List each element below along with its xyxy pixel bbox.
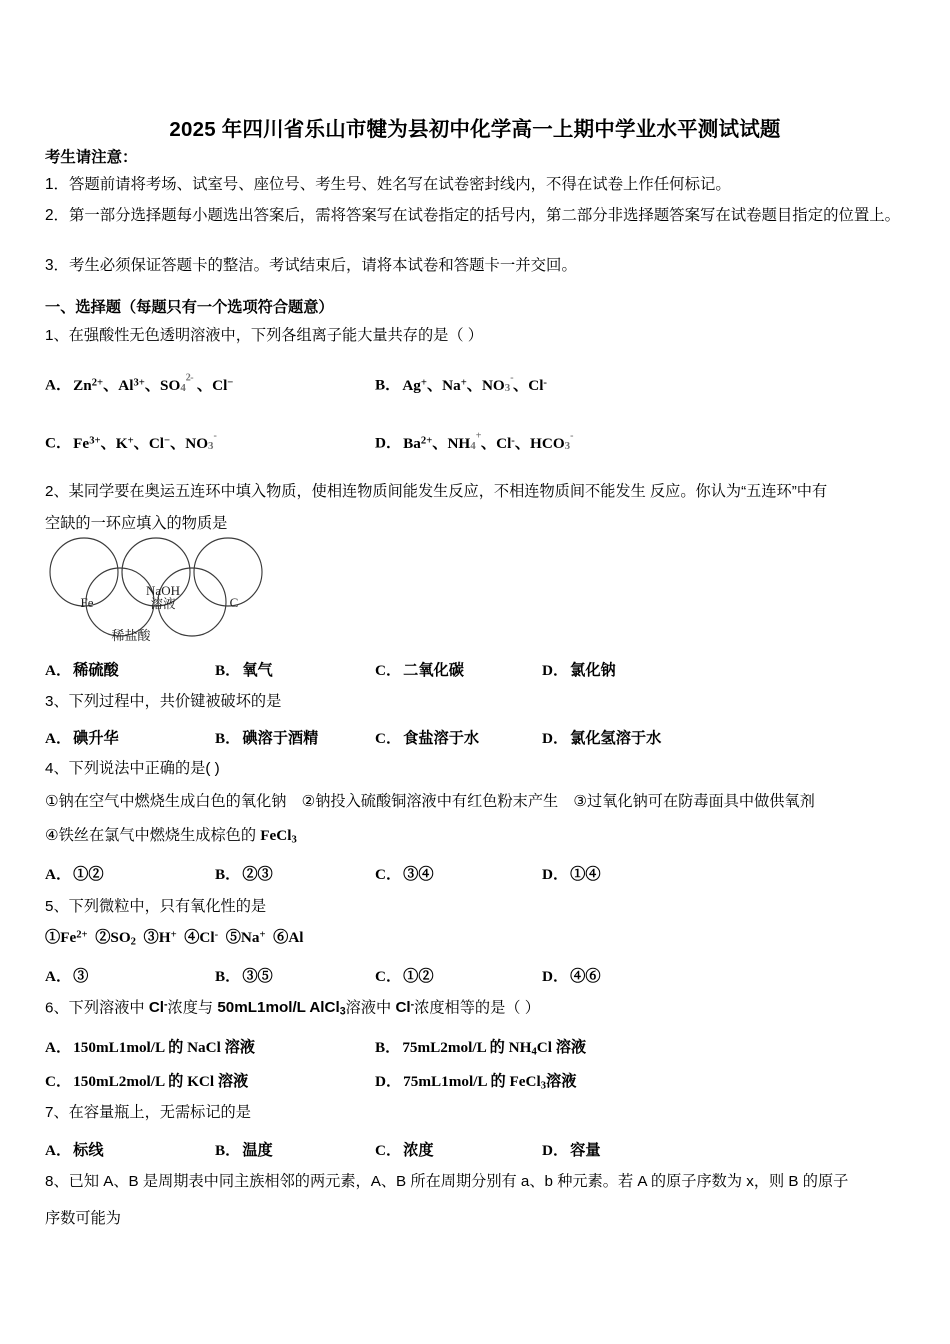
option-7d[interactable]: D． 容量 (542, 1142, 601, 1159)
option-6b[interactable]: B． 75mL2mol/L 的 $NH_4Cl$ 溶液 (375, 1039, 587, 1058)
option-3b[interactable]: B． 碘溶于酒精 (215, 730, 319, 747)
question-5-stem: 5、下列微粒中，只有氧化性的是 (45, 898, 267, 915)
question-1-text: 在强酸性无色透明溶液中，下列各组离子能大量共存的是（ ） (68, 327, 483, 344)
option-4c[interactable]: C． ③④ (375, 866, 434, 883)
option-6a[interactable]: A． 150mL1mol/L 的 NaCl 溶液 (45, 1039, 255, 1056)
question-3-options-row (45, 727, 925, 749)
option-5d[interactable]: D． ④⑥ (542, 968, 601, 985)
notice-item-2: 2．第一部分选择题每小题选出答案后，需将答案写在试卷指定的括号内，第二部分非选择题答案写在试卷题目指定的位置上。 (45, 207, 901, 224)
question-1-number: 1、 (45, 327, 69, 344)
ring-label-naoh: NaOH 溶液 (146, 583, 180, 612)
option-1a[interactable]: A． $Zn^{2+}$、$Al^{3+}$、$SO4^{2-}$ 、Cl− (45, 372, 234, 394)
question-4-statements-line-2: ④铁丝在氯气中燃烧生成棕色的 FeCl$_3$ (45, 827, 297, 846)
question-2-stem-line-1: 2、某同学要在奥运五连环中填入物质，使相连物质间能发生反应，不相连物质间不能发生 反应。你认为“五连环”中有 (45, 483, 828, 500)
option-7c[interactable]: C． 浓度 (375, 1142, 434, 1159)
question-7-number: 7、 (45, 1104, 69, 1121)
question-4-stem: 4、下列说法中正确的是( ) (45, 760, 220, 777)
ring-label-fe: Fe (80, 595, 94, 610)
option-5c[interactable]: C． ①② (375, 968, 434, 985)
option-7a[interactable]: A． 标线 (45, 1142, 104, 1159)
notice-item-1: 1．答题前请将考场、试室号、座位号、考生号、姓名写在试卷密封线内，不得在试卷上作任何标记。 (45, 176, 731, 193)
option-6c[interactable]: C． 150mL2mol/L 的 KCl 溶液 (45, 1073, 249, 1090)
question-6-stem: 6、下列溶液中 Cl-浓度与 50mL1mol/L AlCl$_3$溶液中 Cl-浓度相等的是（ ） (45, 999, 540, 1018)
option-3a[interactable]: A． 碘升华 (45, 730, 119, 747)
question-8-stem-line-2: 序数可能为 (45, 1210, 121, 1227)
option-2b[interactable]: B． 氧气 (215, 662, 273, 679)
option-2c[interactable]: C． 二氧化碳 (375, 662, 464, 679)
question-4-number: 4、 (45, 760, 69, 777)
option-2d[interactable]: D． 氯化钠 (542, 662, 616, 679)
question-1-options-row-2 (45, 430, 925, 452)
question-2-stem-line-2: 空缺的一环应填入的物质是 (45, 515, 228, 532)
question-2-number: 2、 (45, 483, 69, 500)
ring-label-c: C (229, 595, 239, 610)
notice-heading: 考生请注意： (45, 149, 138, 166)
question-3-stem: 3、下列过程中，共价键被破坏的是 (45, 693, 282, 710)
question-6-number: 6、 (45, 999, 69, 1017)
question-1-options-row-1 (45, 372, 925, 394)
option-4b[interactable]: B． ②③ (215, 866, 273, 883)
option-1b[interactable]: B． Ag+、Na+、NO3-、Cl- (375, 372, 547, 394)
question-4-options-row (45, 863, 925, 885)
question-8-number: 8、 (45, 1173, 69, 1190)
option-1c[interactable]: C． $Fe^{3+}$、K+、Cl−、NO3- (45, 430, 217, 452)
question-3-number: 3、 (45, 693, 69, 710)
question-1-stem (45, 328, 483, 343)
question-2-options-row (45, 659, 925, 681)
question-7-options-row (45, 1139, 925, 1161)
option-1d[interactable]: D． $Ba^{2+}$、NH4+、Cl-、HCO3- (375, 430, 573, 452)
question-7-stem: 7、在容量瓶上，无需标记的是 (45, 1104, 251, 1121)
question-6-options-row-1 (45, 1036, 925, 1058)
option-3d[interactable]: D． 氯化氢溶于水 (542, 730, 662, 747)
notice-item-3: 3．考生必须保证答题卡的整洁。考试结束后，请将本试卷和答题卡一并交回。 (45, 257, 577, 274)
page-title: 2025 年四川省乐山市犍为县初中化学高一上期中学业水平测试试题 (169, 118, 781, 141)
question-5-particles: $①Fe^{2+}$ $②SO_2$ ③H+ ④Cl- ⑤Na+ ⑥Al (45, 929, 304, 948)
option-3c[interactable]: C． 食盐溶于水 (375, 730, 480, 747)
option-4d[interactable]: D． ①④ (542, 866, 601, 883)
question-5-options-row (45, 965, 925, 987)
question-5-number: 5、 (45, 898, 69, 915)
ring-label-dilute-hcl: 稀盐酸 (111, 628, 151, 643)
option-6d[interactable]: D． 75mL1mol/L 的 FeCl$_3$溶液 (375, 1073, 577, 1092)
option-7b[interactable]: B． 温度 (215, 1142, 273, 1159)
question-8-stem-line-1: 8、已知 A、B 是周期表中同主族相邻的两元素，A、B 所在周期分别有 a、b 种元素。若 A 的原子序数为 x，则 B 的原子 (45, 1173, 849, 1190)
option-2a[interactable]: A． 稀硫酸 (45, 662, 119, 679)
question-4-statements-line-1: ①钠在空气中燃烧生成白色的氧化钠 ②钠投入硫酸铜溶液中有红色粉末产生 ③过氧化钠可在防毒面具中做供氧剂 (45, 793, 815, 810)
question-6-options-row-2 (45, 1070, 925, 1092)
section-heading: 一、选择题（每题只有一个选项符合题意） (45, 299, 334, 316)
option-5b[interactable]: B． ③⑤ (215, 968, 273, 985)
option-5a[interactable]: A． ③ (45, 968, 89, 985)
olympic-rings-diagram (48, 536, 264, 643)
option-4a[interactable]: A． ①② (45, 866, 104, 883)
